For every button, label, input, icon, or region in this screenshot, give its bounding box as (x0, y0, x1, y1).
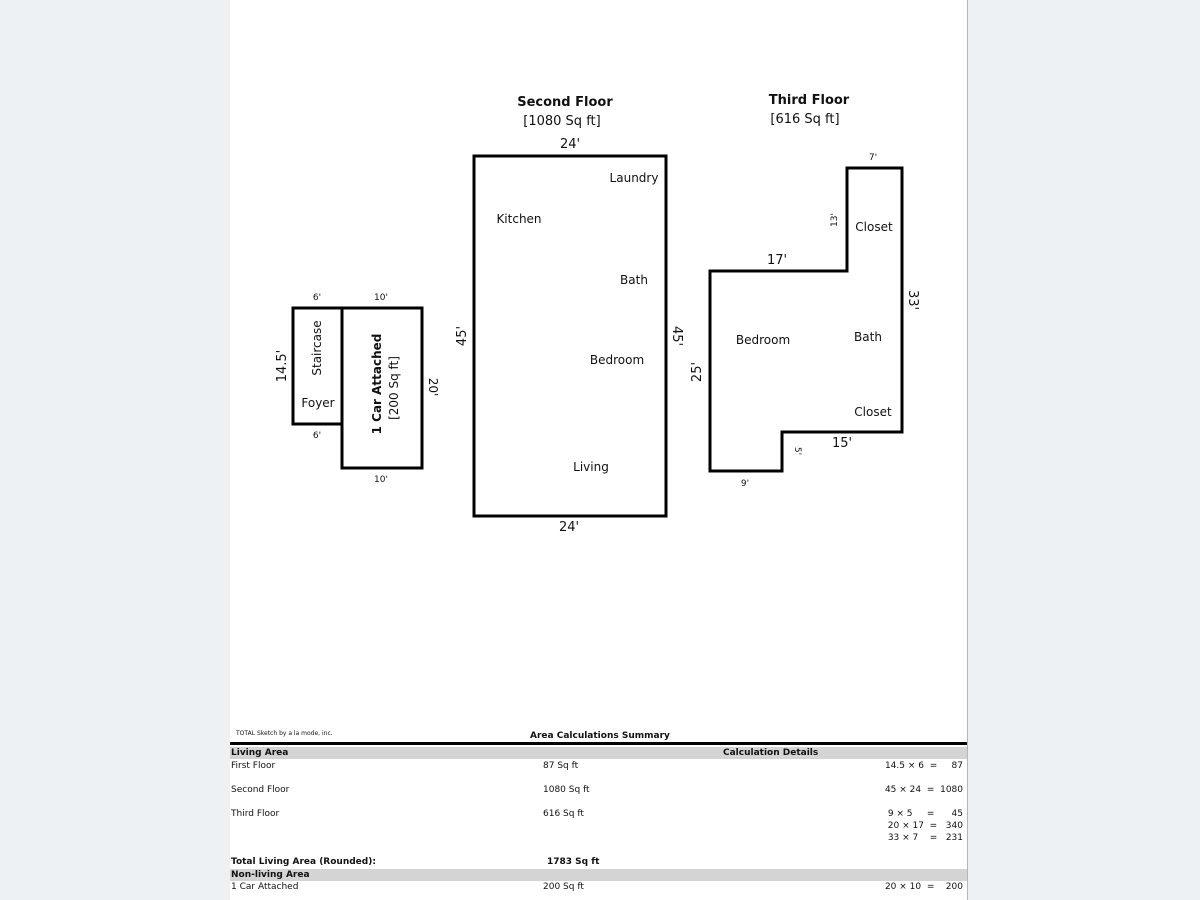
first-floor-bottom-dim: 6' (312, 431, 322, 441)
garage-bottom-dim: 10' (374, 475, 388, 485)
row-calc: 45 × 24 = 1080 (884, 785, 963, 795)
third-floor-bottom-dim: 9' (740, 479, 750, 489)
room-bedroom: Bedroom (589, 353, 645, 367)
summary-title: Area Calculations Summary (530, 731, 670, 741)
third-floor-left-dim: 25' (690, 361, 705, 383)
table-row (230, 881, 967, 893)
row-label: Third Floor (231, 809, 280, 819)
foyer-label: Foyer (301, 396, 335, 410)
row-calc: 33 × 7 = 231 (887, 833, 963, 843)
total-living-value: 1783 Sq ft (547, 857, 600, 867)
third-floor-outline (710, 168, 902, 471)
second-floor-left-dim: 45' (455, 325, 470, 347)
calculation-details-header: Calculation Details (723, 748, 819, 758)
row-area: 200 Sq ft (543, 882, 584, 892)
floor-plan-sketch (230, 0, 967, 725)
living-area-header: Living Area (231, 748, 289, 758)
third-floor-notch-dim: 5' (792, 446, 802, 456)
sketch-page (230, 0, 968, 900)
row-label: 1 Car Attached (231, 882, 299, 892)
second-floor-top-dim: 24' (559, 137, 581, 152)
garage-label: 1 Car Attached (370, 333, 384, 435)
third-floor-lower-dim: 15' (831, 436, 853, 451)
table-row (230, 784, 967, 796)
third-floor-right-dim: 33' (905, 289, 920, 311)
room-bath-third: Bath (854, 330, 882, 344)
third-floor-title: Third Floor (768, 93, 850, 108)
garage-right-dim: 20' (426, 377, 440, 397)
garage-top-dim: 10' (374, 293, 388, 303)
third-floor-top-dim: 7' (868, 153, 878, 163)
row-area: 616 Sq ft (543, 809, 584, 819)
first-floor-top-dim: 6' (312, 293, 322, 303)
summary-rule (230, 742, 967, 745)
first-floor-left-dim: 14.5' (275, 349, 290, 383)
second-floor-outline (474, 156, 666, 516)
room-bedroom-third: Bedroom (735, 333, 791, 347)
room-kitchen: Kitchen (496, 212, 542, 226)
software-credit: TOTAL Sketch by a la mode, inc. (236, 730, 333, 737)
second-floor-area: [1080 Sq ft] (523, 114, 601, 129)
third-floor-area: [616 Sq ft] (770, 112, 840, 127)
staircase-label: Staircase (310, 320, 324, 376)
row-calc: 20 × 10 = 200 (884, 882, 963, 892)
row-calc: 20 × 17 = 340 (887, 821, 963, 831)
row-area: 1080 Sq ft (543, 785, 590, 795)
living-area-header-row (230, 747, 967, 759)
room-living: Living (573, 460, 609, 474)
table-row (230, 760, 967, 772)
third-floor-step-dim: 13' (830, 213, 840, 227)
third-floor-upper-dim: 17' (766, 253, 788, 268)
room-closet-upper: Closet (855, 220, 893, 234)
row-label: First Floor (231, 761, 276, 771)
row-label: Second Floor (231, 785, 290, 795)
second-floor-bottom-dim: 24' (558, 520, 580, 535)
room-laundry: Laundry (609, 171, 659, 185)
second-floor-right-dim: 45' (669, 325, 684, 347)
non-living-header-row (230, 869, 967, 881)
row-area: 87 Sq ft (543, 761, 579, 771)
total-living-label: Total Living Area (Rounded): (231, 857, 376, 867)
garage-area: [200 Sq ft] (387, 356, 401, 420)
room-bath: Bath (620, 273, 648, 287)
row-calc: 14.5 × 6 = 87 (884, 761, 963, 771)
non-living-header: Non-living Area (231, 870, 310, 880)
row-calc: 9 × 5 = 45 (887, 809, 963, 819)
total-living-row (230, 856, 967, 868)
table-row (230, 808, 967, 844)
second-floor-title: Second Floor (517, 95, 613, 110)
room-closet-lower: Closet (854, 405, 892, 419)
